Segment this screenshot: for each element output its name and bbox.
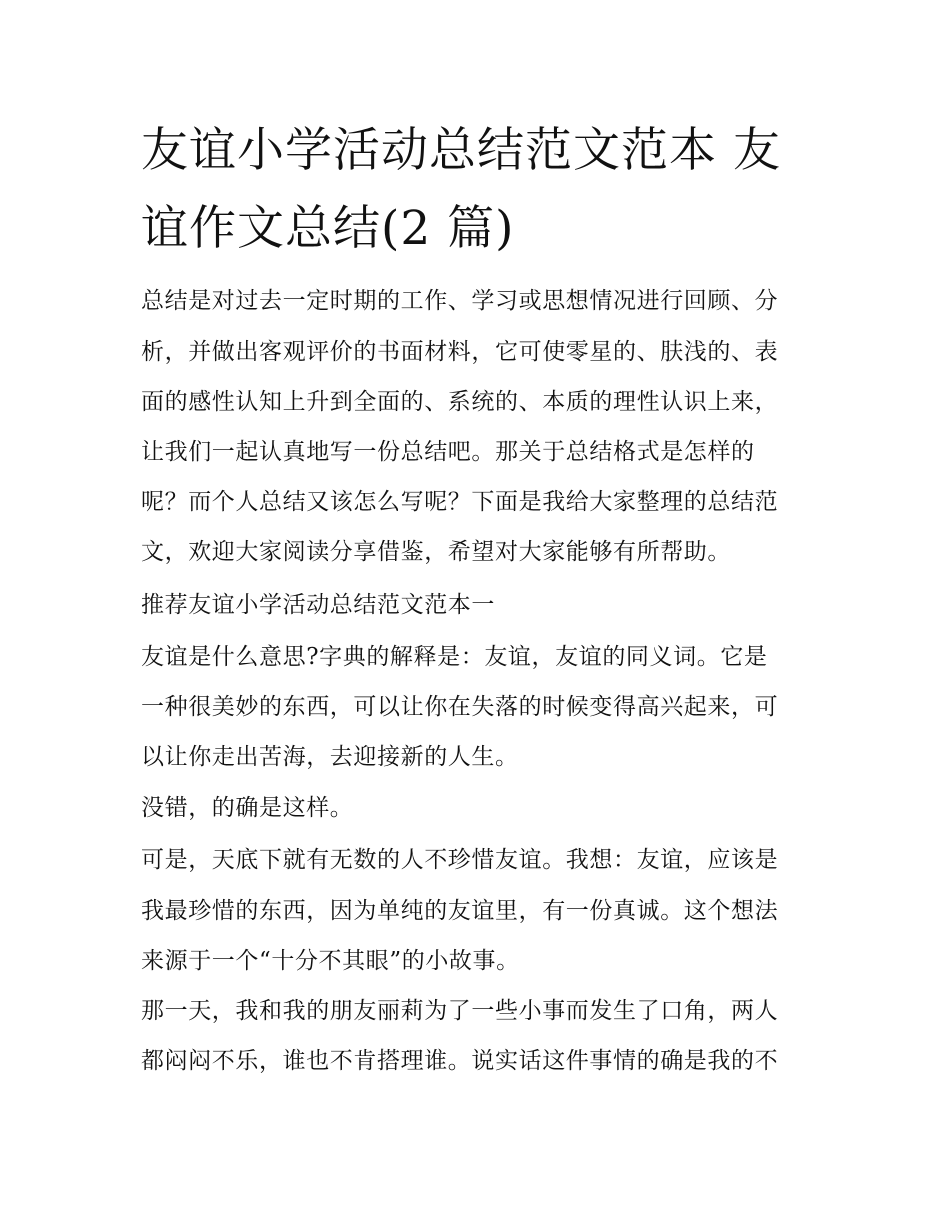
body-line-11: 没错，的确是这样。 xyxy=(141,795,354,821)
body-line-1: 总结是对过去一定时期的工作、学习或思想情况进行回顾、分 xyxy=(141,288,779,314)
body-line-2: 析，并做出客观评价的书面材料，它可使零星的、肤浅的、表 xyxy=(141,339,779,365)
title-line-1: 友谊小学活动总结范文范本 友 xyxy=(141,123,781,178)
section-heading: 推荐友谊小学活动总结范文范本一 xyxy=(141,592,495,618)
body-line-12: 可是，天底下就有无数的人不珍惜友谊。我想：友谊，应该是 xyxy=(141,847,779,873)
body-line-14: 来源于一个“十分不其眼”的小故事。 xyxy=(141,948,520,974)
body-line-10: 以让你走出苦海，去迎接新的人生。 xyxy=(141,744,519,770)
title-line-2: 谊作文总结(2 篇) xyxy=(141,201,515,256)
body-line-5: 呢？而个人总结又该怎么写呢？下面是我给大家整理的总结范 xyxy=(141,489,779,515)
body-line-15: 那一天，我和我的朋友丽莉为了一些小事而发生了口角，两人 xyxy=(141,998,779,1024)
body-line-16: 都闷闷不乐，谁也不肯搭理谁。说实话这件事情的确是我的不 xyxy=(141,1048,779,1074)
body-line-3: 面的感性认知上升到全面的、系统的、本质的理性认识上来， xyxy=(141,389,779,415)
body-line-9: 一种很美妙的东西，可以让你在失落的时候变得高兴起来，可 xyxy=(141,694,779,720)
document-title xyxy=(141,112,821,268)
body-line-13: 我最珍惜的东西，因为单纯的友谊里，有一份真诚。这个想法 xyxy=(141,898,779,924)
body-line-4: 让我们一起认真地写一份总结吧。那关于总结格式是怎样的 xyxy=(141,439,755,465)
body-line-6: 文，欢迎大家阅读分享借鉴，希望对大家能够有所帮助。 xyxy=(141,539,731,565)
body-line-8: 友谊是什么意思?字典的解释是：友谊，友谊的同义词。它是 xyxy=(141,644,768,670)
